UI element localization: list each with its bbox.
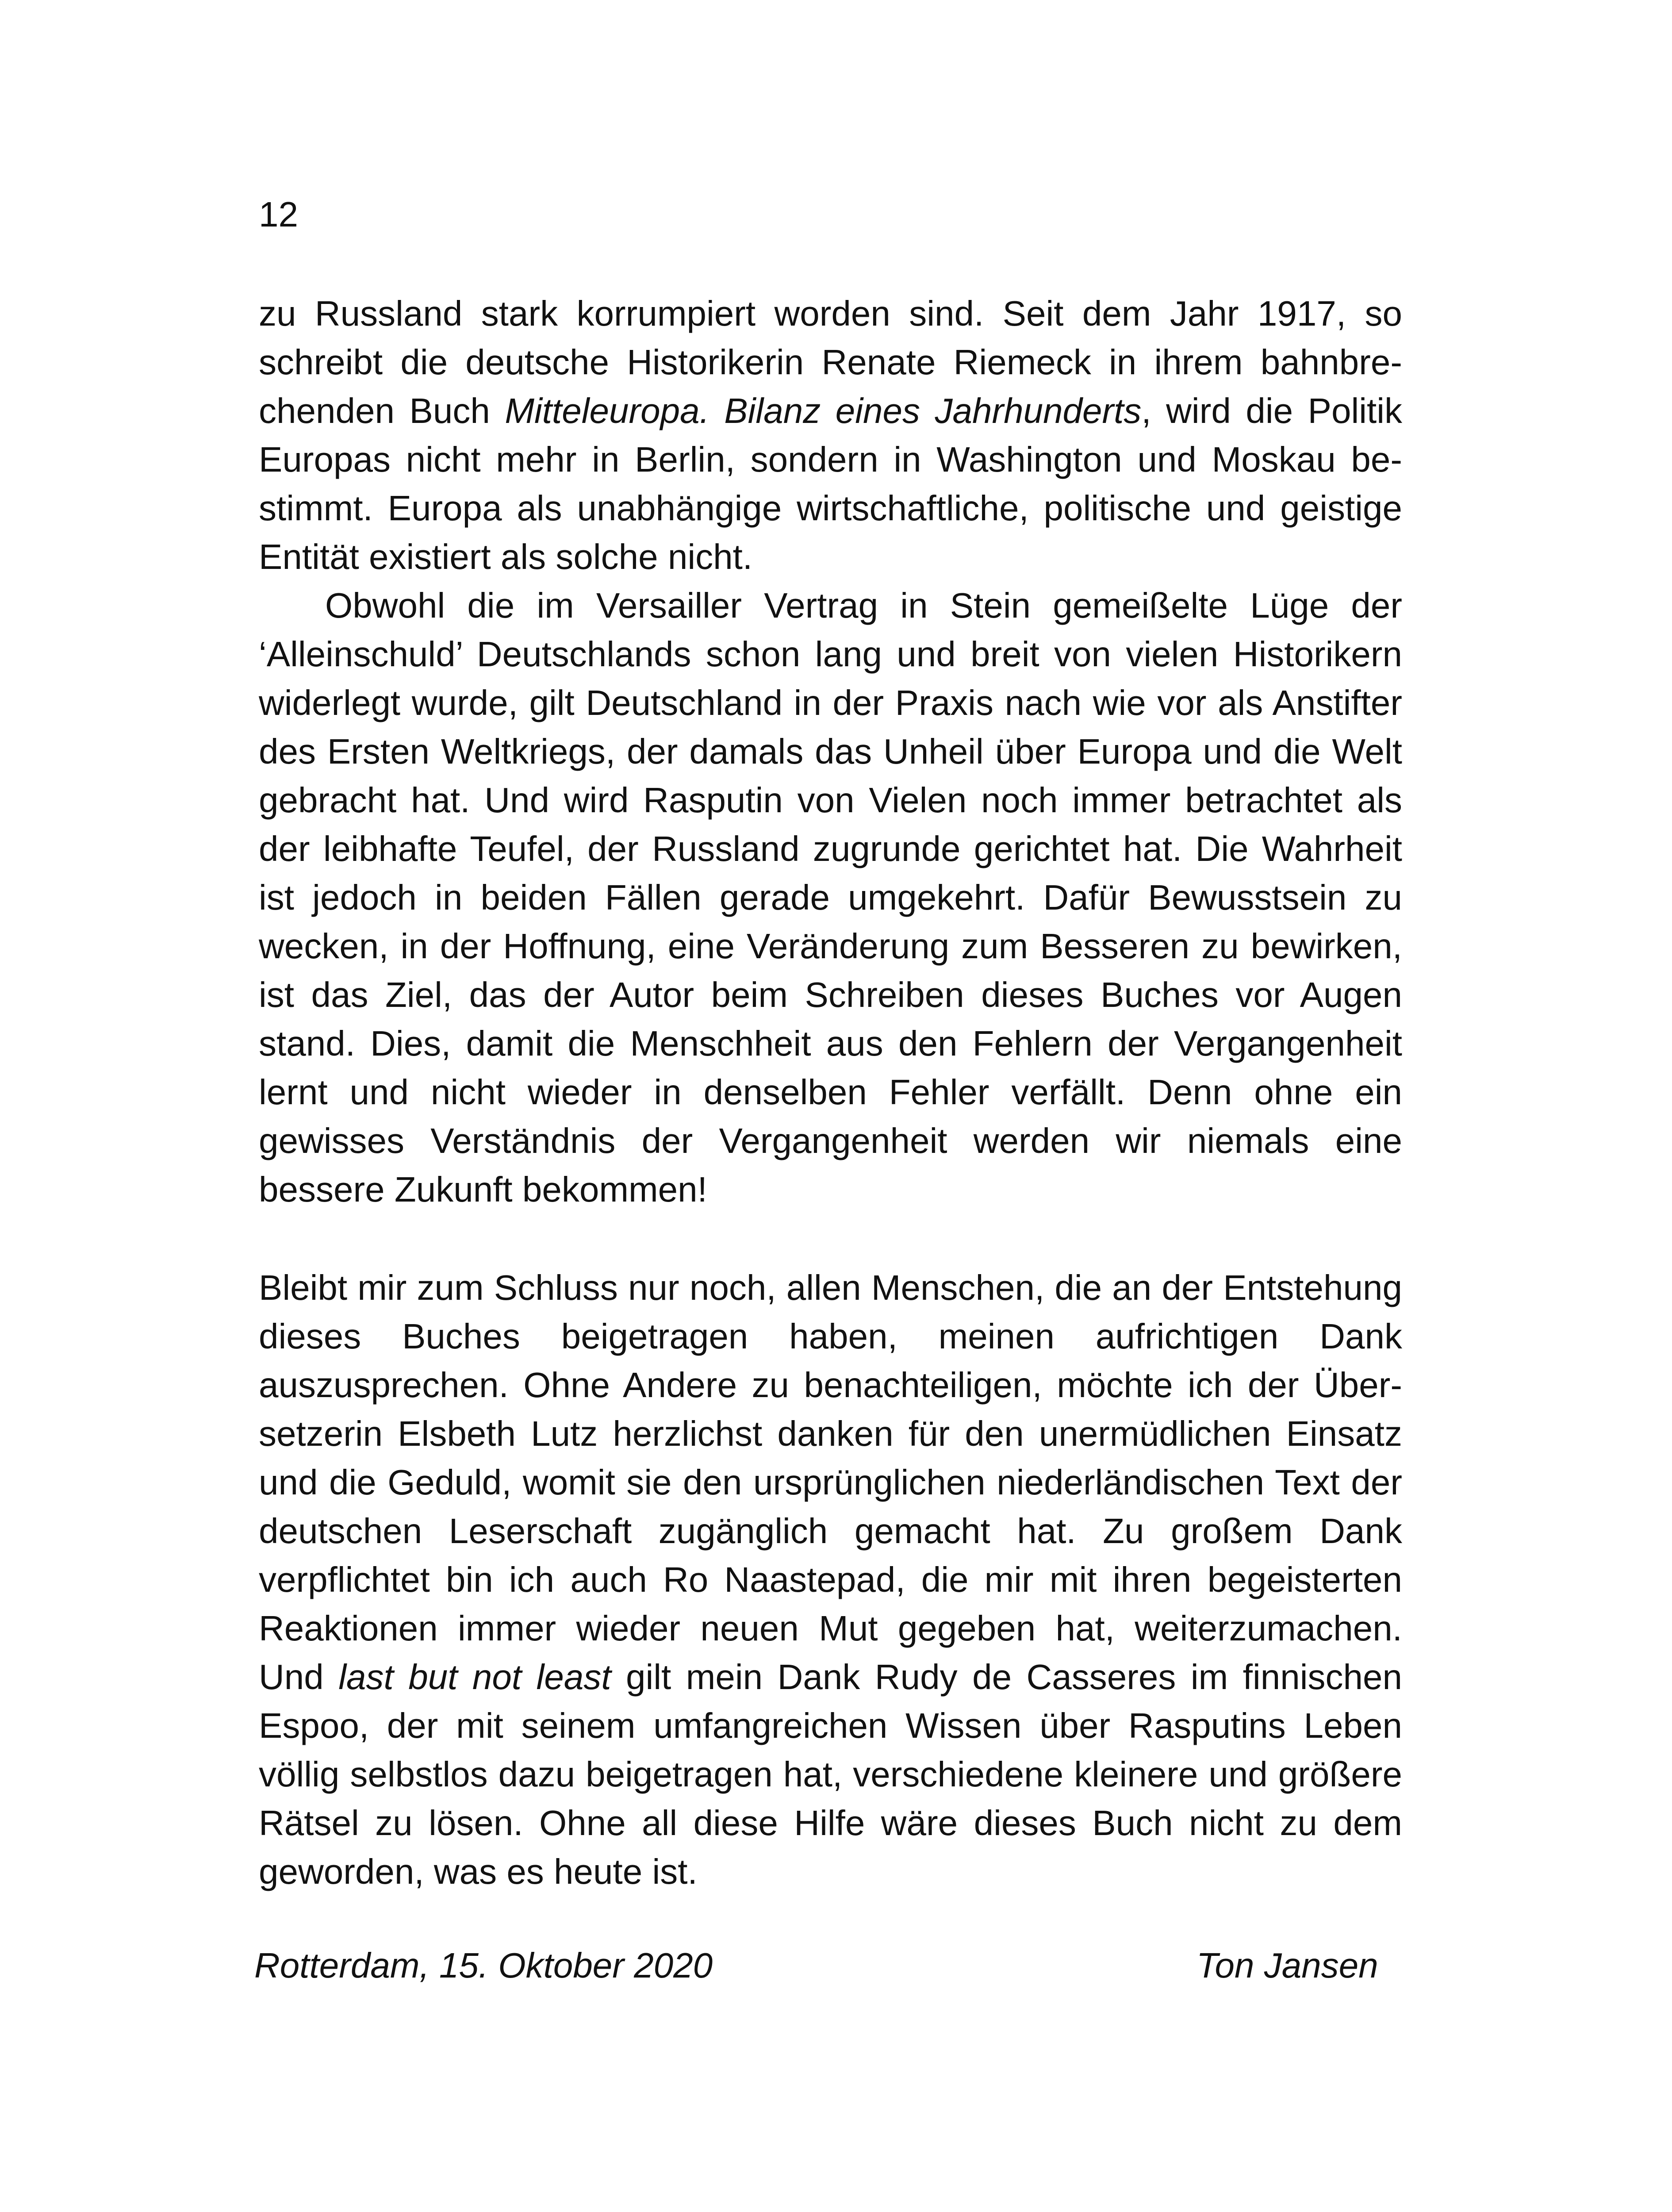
paragraph-3-text-a: Bleibt mir zum Schluss nur noch, allen Menschen, die an der Entstehung dieses Buches beigetragen haben, meinen aufrichtigen Dank auszusprechen. Ohne Andere zu benachteiligen, möchte ich der Übersetzerin Elsbeth Lutz herzlichst danken für den unermüdlichen Einsatz und die Geduld, womit sie den ursprünglichen niederländischen Text der deutschen Leserschaft zugänglich gemacht hat. Zu großem Dank verpflichtet bin ich auch Ro Naastepad, die mir mit ihren begeisterten Reaktionen immer wieder neuen Mut gegeben hat, weiterzumachen. Und <box>259 1268 1402 1697</box>
emphasis-phrase: last but not least <box>338 1657 611 1697</box>
main-text <box>259 289 1402 1214</box>
paragraph-1-text-a: zu Russland stark korrumpiert worden sind. Seit dem Jahr 1917, so schreibt die deutsche Historikerin Renate Riemeck in ihrem bahnbrechenden Buch <box>259 294 1402 430</box>
acknowledgements <box>259 1263 1402 1896</box>
paragraph-1-text-b: , wird die Politik Europas nicht mehr in Berlin, sondern in Washington und Moskau bestimmt. Europa als unabhängige wirtschaftliche, politische und geistige Entität existiert als solche nicht. <box>259 391 1403 576</box>
signature-place-date: Rotterdam, 15. Oktober 2020 <box>254 1946 713 1985</box>
page-number: 12 <box>259 195 298 234</box>
paragraph-3 <box>259 1263 1402 1896</box>
paragraph-3-text-b: gilt mein Dank Rudy de Casseres im finnischen Espoo, der mit seinem umfangreichen Wissen über Rasputins Leben völlig selbstlos dazu beigetragen hat, verschiedene kleinere und größere Rätsel zu lösen. Ohne all diese Hilfe wäre dieses Buch nicht zu dem geworden, was es heute ist. <box>259 1657 1403 1891</box>
signature-author: Ton Jansen <box>1196 1946 1378 1985</box>
paragraph-2: Obwohl die im Versailler Vertrag in Stein gemeißelte Lüge der ‘Alleinschuld’ Deutschlands schon lang und breit von vielen Historikern widerlegt wurde, gilt Deutschland in der Praxis nach wie vor als Anstifter des Ersten Weltkriegs, der damals das Unheil über Europa und die Welt gebracht hat. Und wird Rasputin von Vielen noch immer betrachtet als der leibhafte Teufel, der Russland zugrunde gerichtet hat. Die Wahrheit ist jedoch in beiden Fällen gerade umgekehrt. Dafür Bewusstsein zu wecken, in der Hoffnung, eine Veränderung zum Besseren zu bewirken, ist das Ziel, das der Autor beim Schreiben dieses Buches vor Augen stand. Dies, damit die Menschheit aus den Fehlern der Vergangenheit lernt und nicht wieder in denselben Fehler verfällt. Denn ohne ein gewisses Verständnis der Vergangenheit werden wir niemals eine bessere Zukunft bekommen! <box>259 586 1402 1209</box>
book-title: Mitteleuropa. Bilanz eines Jahrhunderts <box>505 391 1142 430</box>
paragraph-1 <box>259 289 1402 581</box>
